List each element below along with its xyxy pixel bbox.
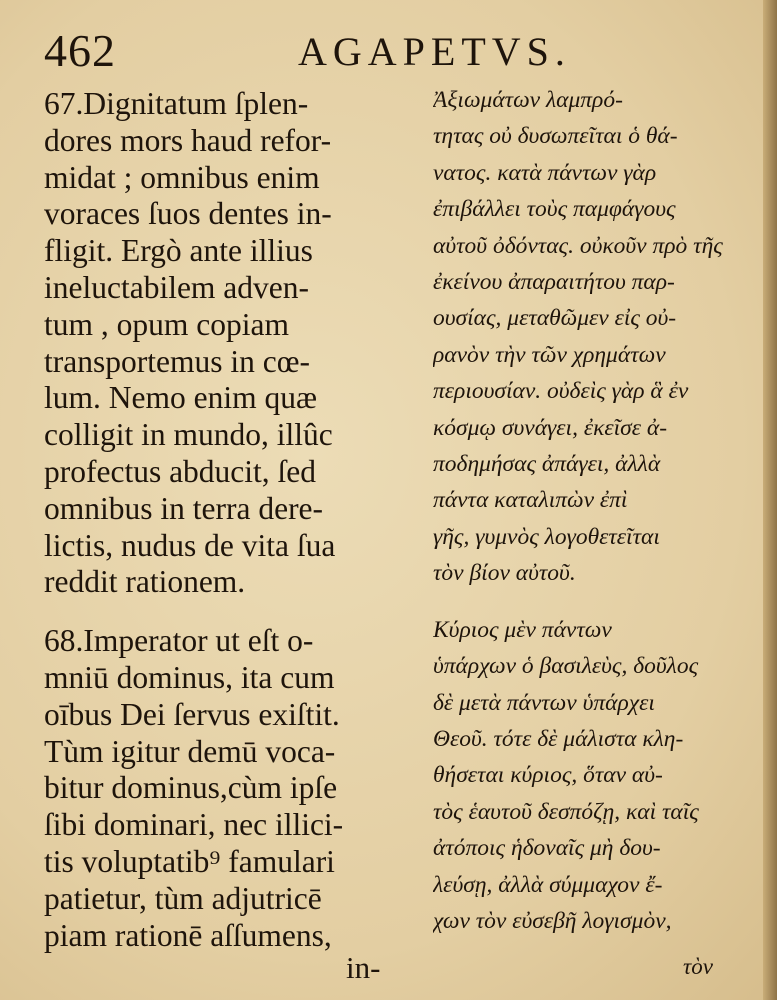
greek-line: Θεοῦ. τότε δὲ μάλιστα κλη- [433, 725, 684, 752]
latin-line: tis voluptatib⁹ famulari [44, 843, 335, 879]
latin-line: piam rationē aſſumens, [44, 917, 332, 953]
greek-line: ἐπιβάλλει τοὺς παμφάγους [433, 196, 676, 223]
latin-line: oībus Dei ſervus exiſtit. [44, 696, 340, 732]
greek-catchword: τὸν [683, 954, 713, 979]
latin-line: ineluctabilem adven- [44, 269, 310, 305]
greek-line: ἀτόποις ἡδοναῖς μὴ δου- [433, 835, 661, 862]
latin-column [44, 86, 416, 954]
latin-line: bitur dominus,cùm ipſe [44, 770, 338, 806]
greek-line: Ἀξιωμάτων λαμπρό- [433, 87, 623, 113]
paragraph-gap [433, 592, 753, 612]
latin-line: ſibi dominari, nec illici- [44, 807, 344, 843]
latin-line: mniū dominus, ita cum [44, 659, 335, 695]
latin-line: Tùm igitur demū voca- [44, 733, 336, 769]
latin-line: colligit in mundo, illûc [44, 417, 333, 453]
greek-line: τὸς ἑαυτοῦ δεσπόζῃ, καὶ ταῖς [433, 798, 699, 825]
latin-line: tum , opum copiam [44, 306, 289, 342]
paragraph-gap [44, 601, 416, 623]
greek-line: λεύσῃ, ἀλλὰ σύμμαχον ἔ- [433, 871, 663, 898]
greek-line: ρανὸν τὴν τῶν χρημάτων [433, 341, 666, 368]
greek-line: περιουσίαν. οὐδεὶς γὰρ ἃ ἐν [433, 378, 689, 405]
greek-line: τὸν βίον αὐτοῦ. [433, 560, 576, 587]
latin-line: 67.Dignitatum ſplen- [44, 86, 309, 121]
greek-column [433, 82, 753, 939]
latin-line: voraces ſuos dentes in- [44, 196, 332, 232]
greek-line: δὲ μετὰ πάντων ὑπάρχει [433, 689, 655, 716]
greek-line: αὐτοῦ ὀδόντας. οὐκοῦν πρὸ τῆς [433, 232, 723, 259]
greek-line: ποδημήσας ἀπάγει, ἀλλὰ [433, 451, 661, 478]
greek-line: πάντα καταλιπὼν ἐπὶ [433, 487, 628, 514]
latin-catchword: in- [346, 950, 381, 985]
greek-line: ἐκείνου ἀπαραιτήτου παρ- [433, 269, 675, 296]
running-title: AGAPETVS. [298, 29, 571, 74]
greek-line: κόσμῳ συνάγει, ἐκεῖσε ἀ- [433, 414, 668, 441]
latin-line: lictis, nudus de vita ſua [44, 527, 336, 563]
latin-line: transportemus in cœ- [44, 343, 310, 379]
latin-line: fligit. Ergò ante illius [44, 233, 313, 269]
latin-line: patietur, tùm adjutricē [44, 880, 322, 916]
latin-line: omnibus in terra dere- [44, 490, 324, 526]
greek-line: ὑπάρχων ὁ βασιλεὺς, δοῦλος [433, 653, 699, 680]
greek-line: χων τὸν εὐσεβῆ λογισμὸν, [433, 907, 672, 934]
latin-line: reddit rationem. [44, 564, 246, 600]
page-number: 462 [44, 25, 116, 76]
latin-line: dores mors haud refor- [44, 122, 332, 158]
latin-line: 68.Imperator ut eſt o- [44, 623, 314, 659]
page-header [44, 18, 764, 78]
page-edge [763, 0, 777, 1000]
greek-line: ουσίας, μεταθῶμεν εἰς οὐ- [433, 305, 677, 332]
greek-line: Κύριος μὲν πάντων [433, 616, 612, 643]
greek-line: θήσεται κύριος, ὅταν αὐ- [433, 762, 663, 789]
latin-line: profectus abducit, ſed [44, 453, 317, 489]
latin-line: lum. Nemo enim quæ [44, 380, 317, 416]
greek-line: γῆς, γυμνὸς λογοθετεῖται [433, 523, 660, 550]
latin-line: midat ; omnibus enim [44, 159, 320, 195]
greek-line: τητας οὐ δυσωπεῖται ὁ θά- [433, 123, 678, 150]
greek-line: νατος. κατὰ πάντων γὰρ [433, 159, 657, 186]
